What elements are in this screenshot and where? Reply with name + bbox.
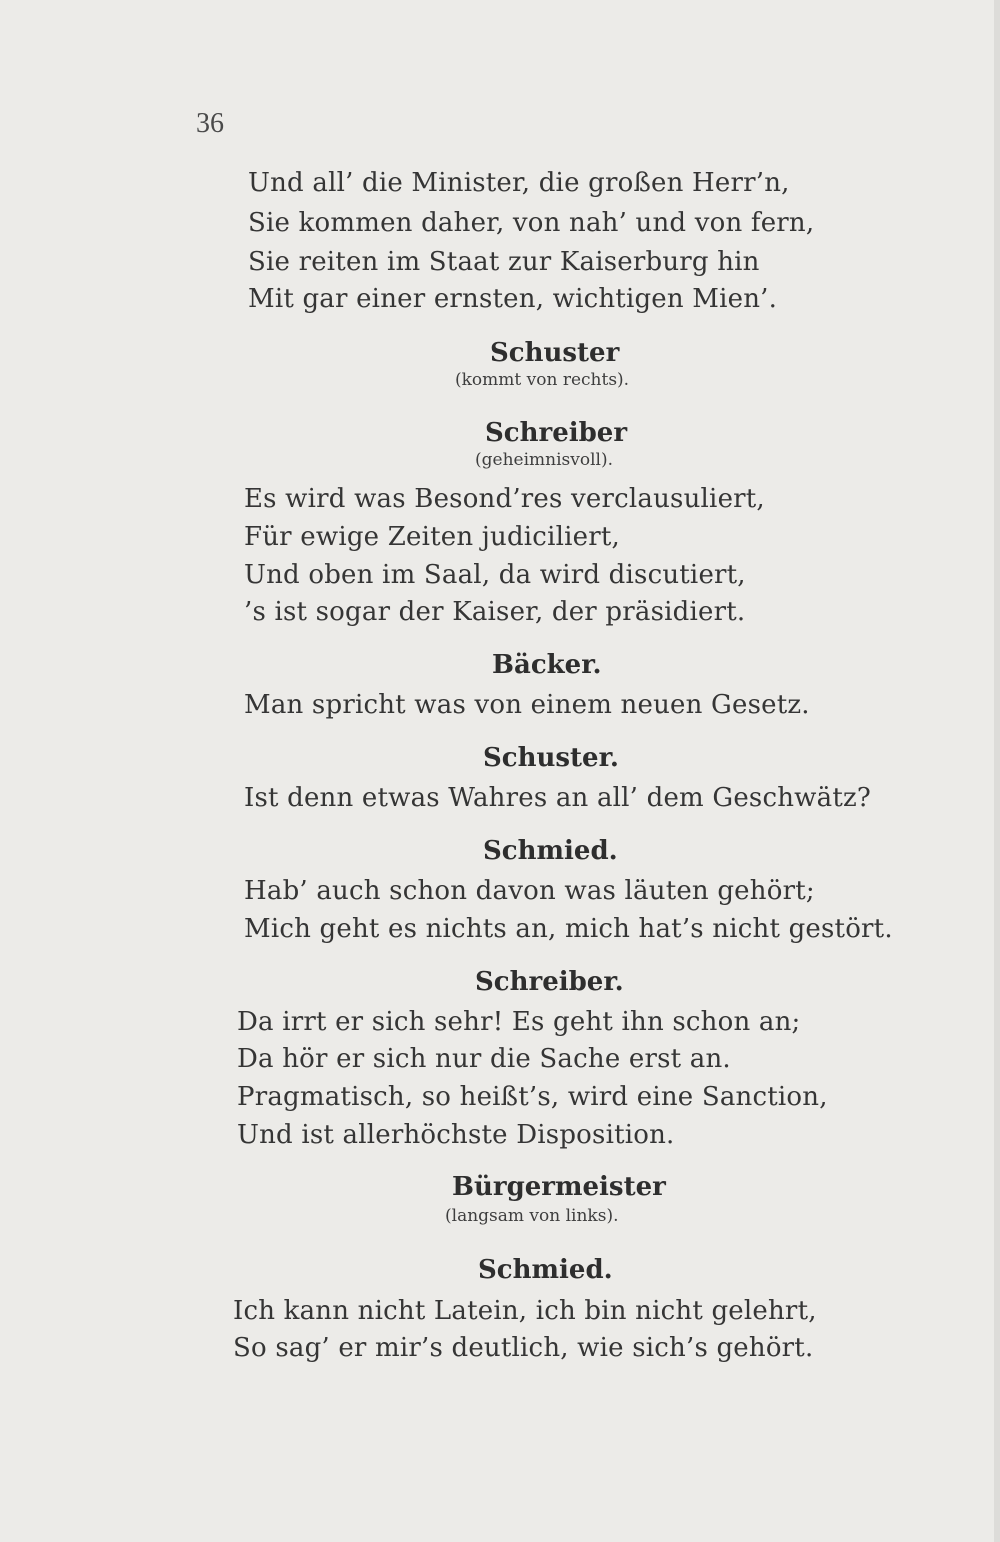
speaker-name: Schreiber	[485, 418, 628, 448]
verse-line: Mich geht es nichts an, mich hat’s nicht gestört.	[244, 914, 893, 944]
verse-line: Es wird was Besond’res verclausuliert,	[244, 484, 765, 514]
speaker-name: Bürgermeister	[452, 1172, 666, 1202]
verse-line: ’s ist sogar der Kaiser, der präsidiert.	[244, 597, 746, 627]
verse-line: Man spricht was von einem neuen Gesetz.	[244, 690, 810, 720]
speaker-name: Schuster	[490, 338, 620, 368]
stage-direction: (langsam von links).	[445, 1206, 619, 1226]
speaker-name: Bäcker.	[492, 650, 602, 680]
verse-line: Da hör er sich nur die Sache erst an.	[237, 1044, 731, 1074]
speaker-name: Schreiber.	[475, 967, 624, 997]
page-edge-shadow	[994, 0, 1000, 1542]
speaker-name: Schmied.	[483, 836, 618, 866]
verse-line: Da irrt er sich sehr! Es geht ihn schon an;	[237, 1007, 801, 1037]
verse-line: Ich kann nicht Latein, ich bin nicht gelehrt,	[233, 1296, 817, 1326]
verse-line: Sie kommen daher, von nah’ und von fern,	[248, 208, 815, 238]
verse-line: Ist denn etwas Wahres an all’ dem Geschwätz?	[244, 783, 872, 813]
verse-line: Und all’ die Minister, die großen Herr’n,	[248, 168, 790, 198]
verse-line: Sie reiten im Staat zur Kaiserburg hin	[248, 247, 760, 277]
verse-line: Und oben im Saal, da wird discutiert,	[244, 560, 746, 590]
speaker-name: Schuster.	[483, 743, 619, 773]
page-number: 36	[196, 108, 224, 139]
verse-line: Mit gar einer ernsten, wichtigen Mien’.	[248, 284, 778, 314]
stage-direction: (geheimnisvoll).	[475, 450, 614, 470]
verse-line: Hab’ auch schon davon was läuten gehört;	[244, 876, 815, 906]
verse-line: Pragmatisch, so heißt’s, wird eine Sanction,	[237, 1082, 828, 1112]
verse-line: So sag’ er mir’s deutlich, wie sich’s gehört.	[233, 1333, 814, 1363]
verse-line: Und ist allerhöchste Disposition.	[237, 1120, 675, 1150]
stage-direction: (kommt von rechts).	[455, 370, 630, 390]
verse-line: Für ewige Zeiten judiciliert,	[244, 522, 620, 552]
speaker-name: Schmied.	[478, 1255, 613, 1285]
